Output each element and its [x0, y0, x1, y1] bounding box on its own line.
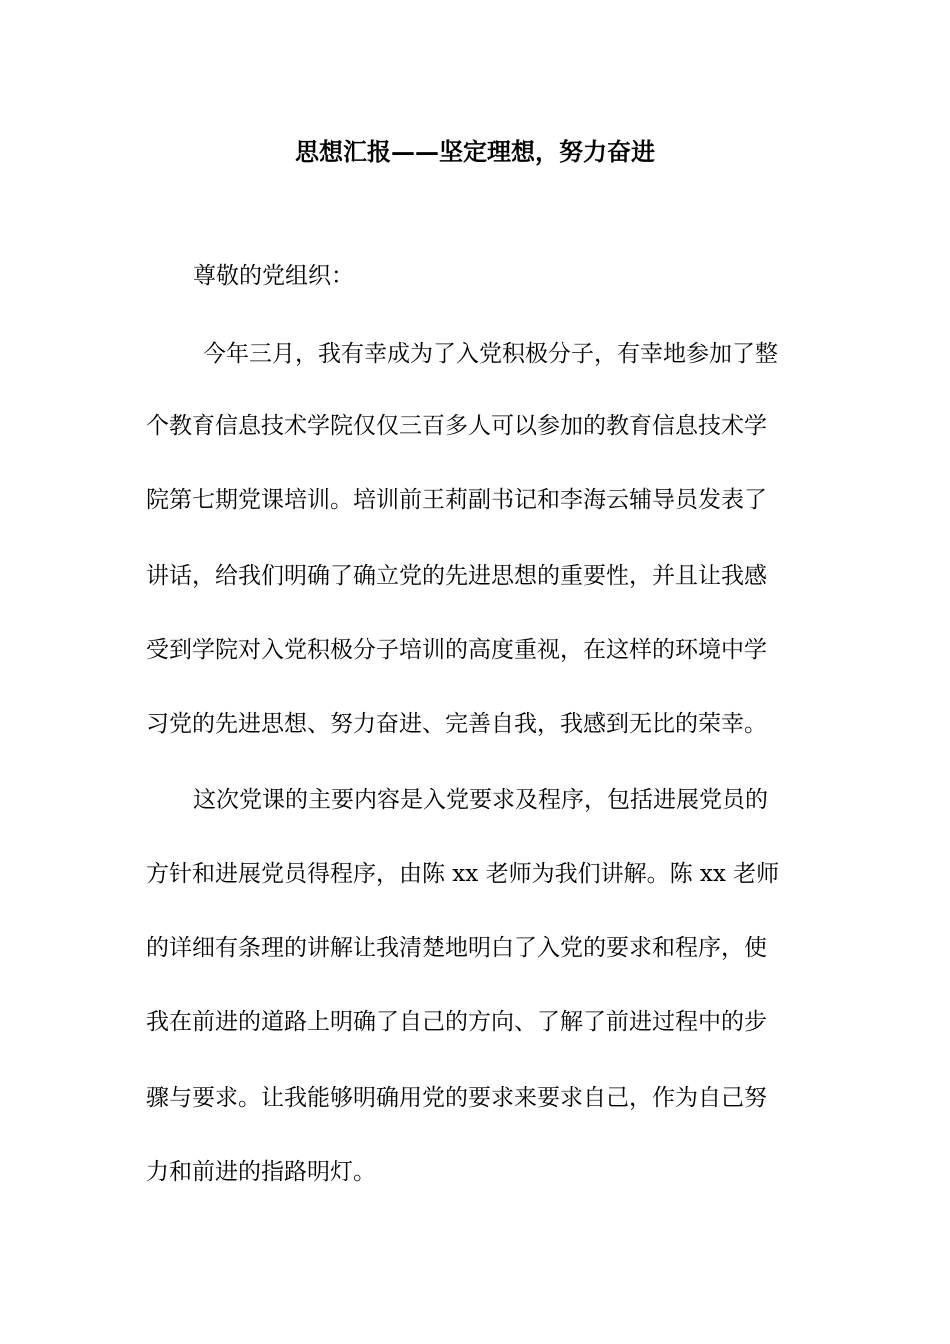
paragraph-line: 力和前进的指路明灯。 — [146, 1159, 376, 1185]
paragraph-line: 院第七期党课培训。培训前王莉副书记和李海云辅导员发表了 — [146, 487, 767, 513]
document-title: 思想汇报——坚定理想，努力奋进 — [295, 137, 655, 166]
paragraph-line: 今年三月，我有幸成为了入党积极分子，有幸地参加了整 — [203, 341, 778, 367]
paragraph-line: 的详细有条理的讲解让我清楚地明白了入党的要求和程序，使 — [146, 935, 767, 961]
paragraph-line: 方针和进展党员得程序，由陈 xx 老师为我们讲解。陈 xx 老师 — [146, 861, 780, 887]
paragraph-line: 个教育信息技术学院仅仅三百多人可以参加的教育信息技术学 — [146, 413, 767, 439]
paragraph-line: 讲话，给我们明确了确立党的先进思想的重要性，并且让我感 — [146, 563, 767, 589]
paragraph-line: 这次党课的主要内容是入党要求及程序，包括进展党员的 — [193, 787, 768, 813]
paragraph-line: 我在前进的道路上明确了自己的方向、了解了前进过程中的步 — [146, 1009, 767, 1035]
paragraph-line: 骤与要求。让我能够明确用党的要求来要求自己，作为自己努 — [146, 1085, 767, 1111]
paragraph-line: 习党的先进思想、努力奋进、完善自我，我感到无比的荣幸。 — [146, 711, 767, 737]
salutation: 尊敬的党组织： — [193, 263, 354, 289]
paragraph-line: 受到学院对入党积极分子培训的高度重视，在这样的环境中学 — [146, 637, 767, 663]
